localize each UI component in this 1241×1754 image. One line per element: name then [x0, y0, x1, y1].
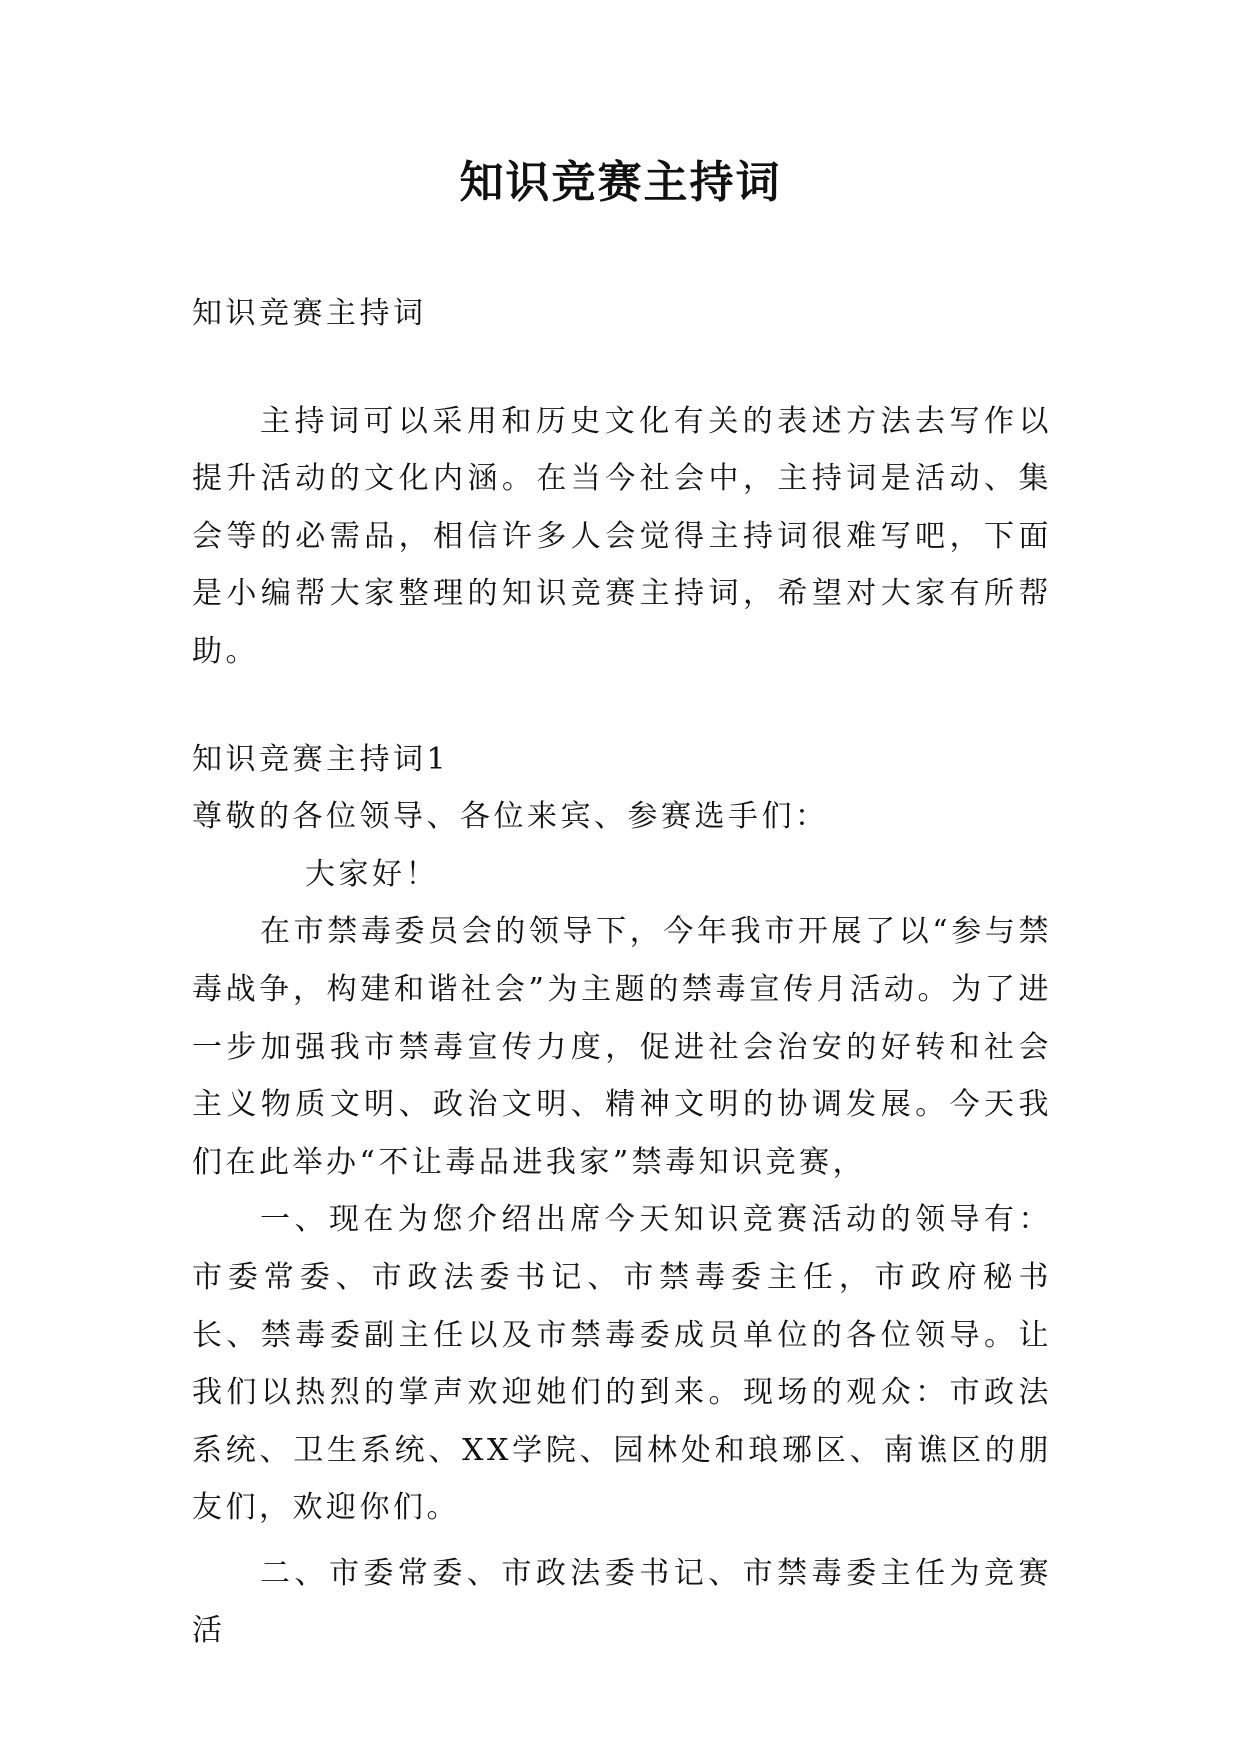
section-heading: 知识竞赛主持词1	[192, 741, 450, 777]
salutation: 尊敬的各位领导、各位来宾、参赛选手们：	[192, 799, 829, 835]
intro-paragraph: 主持词可以采用和历史文化有关的表述方法去写作以提升活动的文化内涵。在当今社会中，主持词是活动、集会等的必需品，相信许多人会觉得主持词很难写吧，下面是小编帮大家整理的知识竞赛主持词，希望对大家有所帮助。	[192, 403, 1052, 669]
document-body	[192, 285, 1052, 1660]
document-title: 知识竞赛主持词	[459, 157, 782, 208]
document-subtitle: 知识竞赛主持词	[192, 296, 427, 331]
greeting: 大家好！	[305, 856, 439, 892]
body-paragraph: 一、现在为您介绍出席今天知识竞赛活动的领导有：市委常委、市政法委书记、市禁毒委主任，市政府秘书长、禁毒委副主任以及市禁毒委成员单位的各位领导。让我们以热烈的掌声欢迎她们的到来。现场的观众：市政法系统、卫生系统、XX学院、园林处和琅琊区、南谯区的朋友们，欢迎你们。	[192, 1202, 1052, 1526]
body-paragraph: 在市禁毒委员会的领导下，今年我市开展了以“参与禁毒战争，构建和谐社会”为主题的禁毒宣传月活动。为了进一步加强我市禁毒宣传力度，促进社会治安的好转和社会主义物质文明、政治文明、精神文明的协调发展。今天我们在此举办“不让毒品进我家”禁毒知识竞赛，	[192, 914, 1052, 1180]
body-paragraph: 二、市委常委、市政法委书记、市禁毒委主任为竞赛活	[192, 1555, 1052, 1649]
